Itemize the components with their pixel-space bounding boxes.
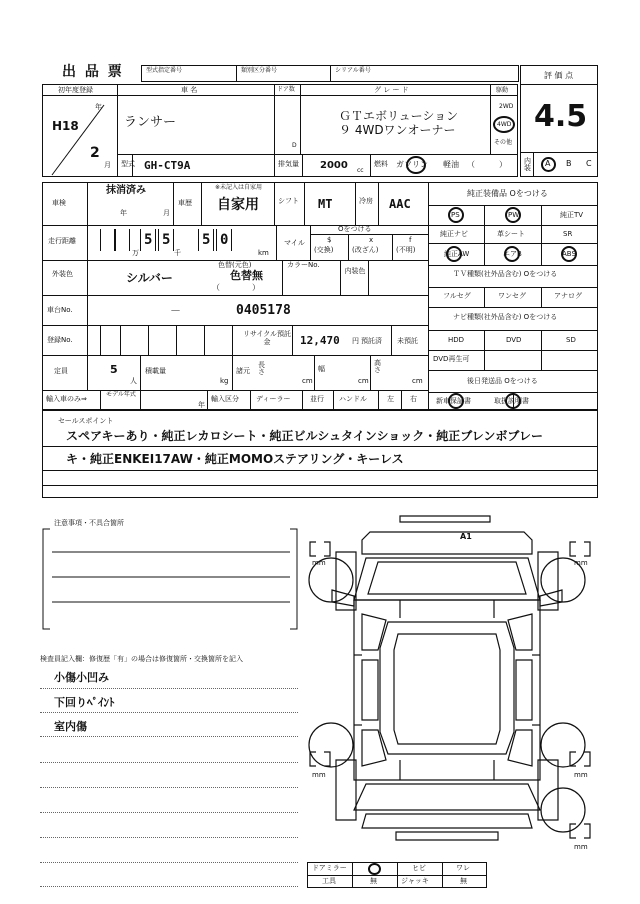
inspection-month-unit: 月 <box>163 209 170 217</box>
mileage-opt2-text: (改ざん) <box>352 246 379 254</box>
import-handle: ハンドル <box>339 395 367 403</box>
notes-bracket <box>40 525 300 635</box>
capacity-unit: 人 <box>130 377 137 385</box>
type-cert-label: 型式指定番号 <box>146 67 183 74</box>
chassis-value: 0405178 <box>236 303 291 318</box>
registration-year-unit: 年 <box>95 103 102 111</box>
jack-label: ジャッキ <box>401 877 429 885</box>
odometer-digit <box>198 229 214 251</box>
displacement-label: 排気量 <box>278 160 299 168</box>
displacement-value: 2000 <box>320 160 348 171</box>
category-label: 類別区分番号 <box>241 67 278 74</box>
recycle-value: 12,470 <box>300 334 340 347</box>
interior-color-label: 内装色 <box>344 267 366 275</box>
registration-label: 初年度登録 <box>58 86 93 94</box>
mileage-opt3-text: (不明) <box>396 246 416 254</box>
equip-sr: SR <box>563 230 573 238</box>
registration-month: 2 <box>90 145 100 161</box>
interior-label: 内装 <box>524 157 531 172</box>
page-title: 出 品 票 <box>62 64 124 80</box>
tools-label: 工具 <box>322 877 336 885</box>
odometer-digit <box>114 229 130 251</box>
history-label: 車歴 <box>178 199 192 207</box>
equip-ps: PS <box>451 211 460 219</box>
inspection-value: 抹消済み <box>106 185 146 196</box>
import-parallel: 並行 <box>310 395 324 403</box>
grade-line2: ９ 4WDワンオーナー <box>339 123 456 137</box>
interior-option-a: A <box>545 159 551 168</box>
aircon-label: 冷房 <box>359 197 373 205</box>
car-name-label: 車 名 <box>181 86 198 94</box>
odometer-digit <box>216 229 232 251</box>
mm-label-spare: mm <box>574 843 588 851</box>
width-label: 幅 <box>318 365 325 373</box>
import-model-year: モデル年式 <box>106 391 136 398</box>
mm-label-rl: mm <box>312 771 326 779</box>
recycle-deposited: 預託済 <box>361 337 382 345</box>
inspection-year-unit: 年 <box>120 209 127 217</box>
interior-option-c: C <box>586 159 592 168</box>
mileage-man-unit: 万 <box>132 249 139 257</box>
navi-title: ナビ種類(社外品含む) Oをつける <box>453 313 558 321</box>
equip-airbag: エアB <box>503 250 522 258</box>
repaint-label: 色替(元色) <box>218 261 252 269</box>
history-value: 自家用 <box>217 197 259 213</box>
mileage-label: 走行距離 <box>48 237 76 245</box>
repaint-paren: （ ） <box>212 283 260 292</box>
sales-points-line2: キ・純正ENKEI17AW・純正MOMOステアリング・キーレス <box>66 452 404 466</box>
odometer-digit-value: 5 <box>202 232 211 248</box>
equip-abs: ABS <box>562 250 576 258</box>
equipment-title: 純正装備品 Oをつける <box>467 189 548 198</box>
rating-score: 4.5 <box>534 99 588 134</box>
fuel-diesel: 軽油 <box>443 160 459 169</box>
inspector-label: 検査員記入欄：修復歴「有」の場合は修復箇所・交換箇所を記入 <box>40 655 243 663</box>
dims-label: 諸元 <box>236 367 250 375</box>
import-category: 輸入区分 <box>211 395 239 403</box>
import-right: 右 <box>410 395 417 403</box>
odometer-digit-value: 5 <box>162 232 171 248</box>
grade-label: グ レ ー ド <box>374 86 409 94</box>
fuel-selected-circle <box>406 156 426 174</box>
door-mirror-circle <box>368 863 381 875</box>
navi-hdd: HDD <box>448 336 465 344</box>
mileage-sen-unit: 千 <box>174 249 181 257</box>
odometer-digit-value: 0 <box>220 232 229 248</box>
drive-label: 駆動 <box>496 87 509 94</box>
navi-sd: SD <box>566 336 576 344</box>
mileage-opt2-sym: x <box>369 236 374 244</box>
navi-dvd: DVD <box>506 336 522 344</box>
model-value: GH-CT9A <box>144 159 191 172</box>
rating-label: 評 価 点 <box>544 71 574 80</box>
import-left: 左 <box>387 395 394 403</box>
roof-damage-label: A1 <box>460 532 472 541</box>
mm-label-fr: mm <box>574 559 588 567</box>
height-unit: cm <box>412 377 423 385</box>
inspector-line1: 小傷小凹み <box>54 671 109 684</box>
fuel-other-paren: （ ） <box>467 160 507 169</box>
equip-aw: 純正AW <box>444 250 470 258</box>
equip-pw: PW <box>508 211 520 219</box>
height-label: 高さ <box>374 359 381 374</box>
serial-label: シリアル番号 <box>335 67 371 74</box>
later-title: 後日発送品 Oをつける <box>467 377 538 385</box>
color-no-label: カラーNo. <box>287 261 320 269</box>
drive-option-2wd: 2WD <box>499 103 514 110</box>
chassis-dash: － <box>170 304 181 317</box>
tv-fullseg: フルセグ <box>443 292 471 300</box>
registration-era-year: H18 <box>52 119 79 133</box>
capacity-label: 定員 <box>54 367 68 375</box>
fuel-label: 燃料 <box>374 160 388 168</box>
recycle-unit: 円 <box>352 337 359 345</box>
mileage-opt1-text: (交換) <box>314 246 334 254</box>
odometer-digit-value: 5 <box>144 232 153 248</box>
mileage-circle-note: Oをつける <box>338 225 372 233</box>
car-damage-diagram <box>300 510 610 860</box>
dvd-playback: DVD再生可 <box>433 355 470 363</box>
mileage-km-unit: km <box>258 249 269 257</box>
notes-label: 注意事項・不具合箇所 <box>54 519 124 527</box>
mileage-opt3-sym: f <box>409 236 412 244</box>
sales-points-line1: スペアキーあり・純正レカロシート・純正ビルシュタインショック・純正ブレンボブレー <box>66 429 543 443</box>
chassis-label: 車台No. <box>47 306 73 314</box>
mm-label-rr: mm <box>574 771 588 779</box>
tv-title: ＴＶ種類(社外品含む) Oをつける <box>453 270 558 278</box>
length-unit: cm <box>302 377 313 385</box>
car-name-value: ランサー <box>124 115 177 130</box>
inspection-label: 車検 <box>52 199 66 207</box>
interior-option-b: B <box>566 159 572 168</box>
sales-points-label: セールスポイント <box>58 417 114 425</box>
capacity-value: 5 <box>110 363 118 376</box>
break-label: ワレ <box>456 864 470 872</box>
grade-line1: ＧＴエボリューション <box>339 109 459 123</box>
mileage-mile-label: マイル <box>284 239 305 247</box>
jack-value: 無 <box>460 877 467 885</box>
color-label: 外装色 <box>52 270 73 278</box>
mileage-opt1-sym: $ <box>327 236 332 244</box>
fuel-gasoline: ガソリン <box>396 160 428 169</box>
registration-month-unit: 月 <box>104 161 111 169</box>
equip-leather: 革シート <box>497 230 525 238</box>
later-warranty: 新車保証書 <box>436 397 471 405</box>
recycle-label: リサイクル預託金 <box>242 330 292 347</box>
repaint-value: 色替無 <box>230 269 263 282</box>
shift-value: MT <box>318 197 333 211</box>
door-mirror-label: ドアミラー <box>312 864 347 872</box>
tv-oneseg: ワンセグ <box>498 292 526 300</box>
drive-option-4wd: 4WD <box>497 121 512 128</box>
import-label: 輸入車のみ⇒ <box>46 395 87 403</box>
odometer-digit <box>140 229 156 251</box>
reg-no-label: 登録No. <box>47 336 73 344</box>
inspector-line2: 下回りﾍﾟｲﾝﾄ <box>54 696 115 709</box>
recycle-not-deposited: 未預託 <box>397 337 418 345</box>
aircon-value: AAC <box>389 197 411 211</box>
width-unit: cm <box>358 377 369 385</box>
drive-option-other: その他 <box>494 139 513 146</box>
shift-label: シフト <box>278 197 299 205</box>
history-note: ※未記入は自家用 <box>215 184 263 191</box>
load-label: 積載量 <box>145 367 166 375</box>
load-unit: kg <box>220 377 229 385</box>
crack-label: ヒビ <box>412 864 426 872</box>
doors-label: ドア数 <box>277 86 295 93</box>
length-label: 長さ <box>258 361 265 376</box>
mm-label-fl: mm <box>312 559 326 567</box>
inspector-line3: 室内傷 <box>54 720 87 733</box>
equip-navi: 純正ナビ <box>440 230 468 238</box>
later-manual: 取扱説明書 <box>494 397 529 405</box>
odometer-digit <box>158 229 174 251</box>
import-year-unit: 年 <box>198 401 205 409</box>
displacement-unit: cc <box>357 167 364 174</box>
tv-analog: アナログ <box>554 292 582 300</box>
tools-value: 無 <box>370 877 377 885</box>
model-label: 型式 <box>121 160 135 168</box>
doors-value: D <box>292 142 297 149</box>
equip-tv: 純正TV <box>560 211 584 219</box>
import-dealer: ディーラー <box>256 395 291 403</box>
color-value: シルバー <box>126 271 173 285</box>
